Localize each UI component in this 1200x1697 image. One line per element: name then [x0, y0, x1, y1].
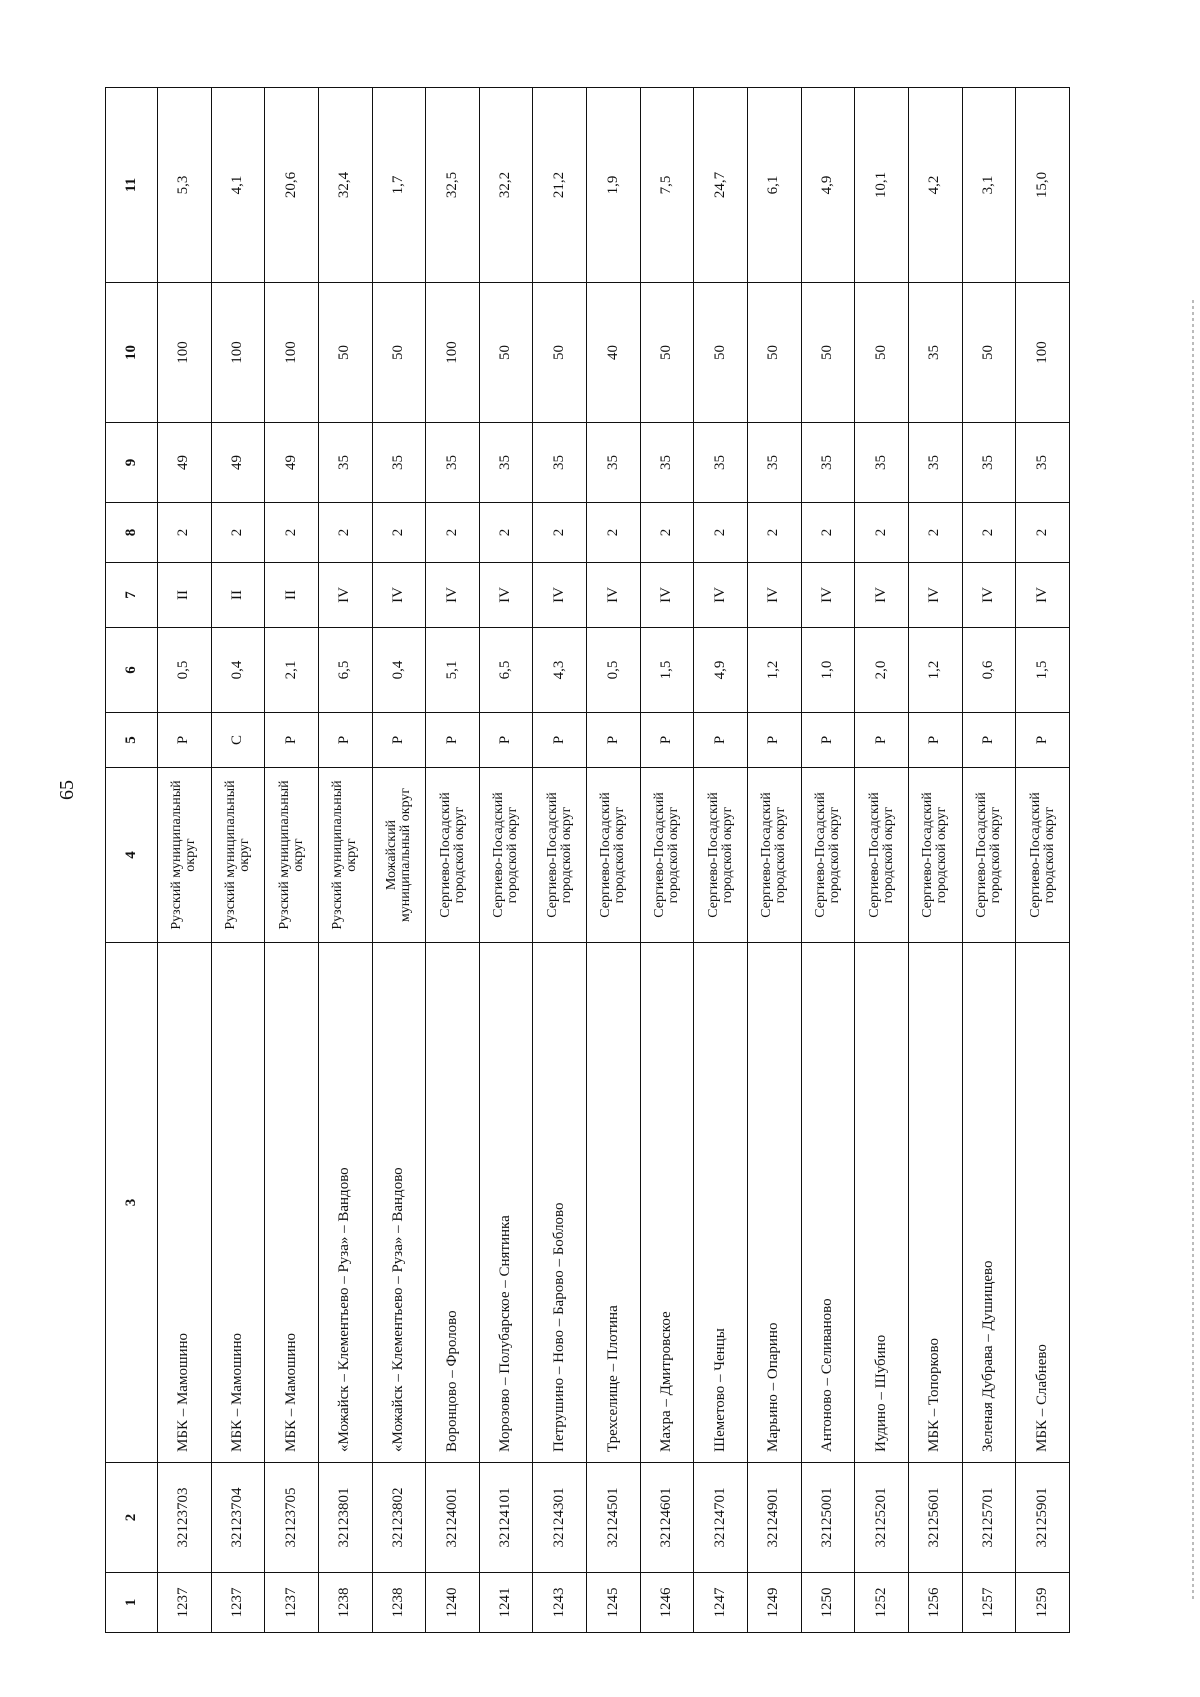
table-cell: МБК – Топорково — [908, 943, 962, 1463]
table-cell: 1256 — [908, 1573, 962, 1633]
table-cell: Рузский муниципальный округ — [211, 768, 265, 943]
table-cell: 1257 — [962, 1573, 1016, 1633]
table-cell: 1246 — [640, 1573, 694, 1633]
table-cell: Воронцово – Фролово — [426, 943, 480, 1463]
table-cell: 32124001 — [426, 1463, 480, 1573]
table-cell: 32125701 — [962, 1463, 1016, 1573]
column-header: 2 — [106, 1463, 158, 1573]
page-number: 65 — [56, 780, 78, 800]
table-cell: 35 — [855, 423, 909, 503]
table-cell: IV — [748, 563, 802, 628]
table-cell: 2 — [211, 503, 265, 563]
table-row — [1016, 88, 1070, 1633]
table-cell: 1,7 — [372, 88, 426, 283]
table-cell: 1,5 — [1016, 628, 1070, 713]
table-cell: 2 — [908, 503, 962, 563]
table-cell: IV — [908, 563, 962, 628]
table-cell: 1241 — [479, 1573, 533, 1633]
table-cell: 32123705 — [265, 1463, 319, 1573]
table-cell: Сергиево-Посадский городской округ — [855, 768, 909, 943]
table-cell: 0,4 — [372, 628, 426, 713]
table-cell: IV — [587, 563, 641, 628]
table-cell: 50 — [694, 283, 748, 423]
table-cell: Иудино – Шубино — [855, 943, 909, 1463]
table-cell: МБК – Слабнево — [1016, 943, 1070, 1463]
table-row — [962, 88, 1016, 1633]
table-cell: 100 — [265, 283, 319, 423]
table-cell: 50 — [962, 283, 1016, 423]
table-cell: Р — [479, 713, 533, 768]
table-cell: 35 — [962, 423, 1016, 503]
table-cell: 35 — [1016, 423, 1070, 503]
table-cell: Сергиево-Посадский городской округ — [479, 768, 533, 943]
table-cell: Сергиево-Посадский городской округ — [1016, 768, 1070, 943]
table-cell: 32,5 — [426, 88, 480, 283]
table-cell: 1,2 — [748, 628, 802, 713]
table-row — [801, 88, 855, 1633]
table-row — [158, 88, 212, 1633]
table-cell: 0,6 — [962, 628, 1016, 713]
table-cell: 1243 — [533, 1573, 587, 1633]
table-cell: Р — [587, 713, 641, 768]
table-cell: IV — [694, 563, 748, 628]
table-cell: 1249 — [748, 1573, 802, 1633]
table-cell: 2 — [372, 503, 426, 563]
table-cell: 6,5 — [479, 628, 533, 713]
table-cell: 2 — [587, 503, 641, 563]
table-cell: 1245 — [587, 1573, 641, 1633]
table-row — [908, 88, 962, 1633]
table-cell: 32,2 — [479, 88, 533, 283]
table-cell: 32124301 — [533, 1463, 587, 1573]
table-cell: 1238 — [318, 1573, 372, 1633]
table-cell: 35 — [640, 423, 694, 503]
table-cell: IV — [801, 563, 855, 628]
table-cell: 32125901 — [1016, 1463, 1070, 1573]
table-cell: IV — [855, 563, 909, 628]
table-cell: 50 — [640, 283, 694, 423]
table-cell: Рузский муниципальный округ — [265, 768, 319, 943]
column-header: 3 — [106, 943, 158, 1463]
table-cell: 5,1 — [426, 628, 480, 713]
table-cell: 32124501 — [587, 1463, 641, 1573]
table-cell: Петрушино – Ново – Барово – Боблово — [533, 943, 587, 1463]
rotated-table-container — [105, 88, 1070, 1633]
table-row — [587, 88, 641, 1633]
table-cell: Сергиево-Посадский городской округ — [533, 768, 587, 943]
column-header: 11 — [106, 88, 158, 283]
table-cell: Рузский муниципальный округ — [158, 768, 212, 943]
table-cell: 10,1 — [855, 88, 909, 283]
table-cell: Сергиево-Посадский городской округ — [694, 768, 748, 943]
table-row — [211, 88, 265, 1633]
table-cell: Р — [265, 713, 319, 768]
table-cell: Р — [801, 713, 855, 768]
table-cell: 32124601 — [640, 1463, 694, 1573]
table-row — [318, 88, 372, 1633]
table-cell: Сергиево-Посадский городской округ — [801, 768, 855, 943]
table-cell: Сергиево-Посадский городской округ — [748, 768, 802, 943]
road-registry-table — [105, 87, 1070, 1633]
table-cell: 2 — [533, 503, 587, 563]
table-header-row — [106, 88, 158, 1633]
table-cell: IV — [426, 563, 480, 628]
table-cell: Р — [640, 713, 694, 768]
table-cell: IV — [479, 563, 533, 628]
table-cell: 1,2 — [908, 628, 962, 713]
table-cell: 4,9 — [801, 88, 855, 283]
table-cell: 1259 — [1016, 1573, 1070, 1633]
table-cell: 2 — [318, 503, 372, 563]
table-cell: 24,7 — [694, 88, 748, 283]
table-cell: 1,5 — [640, 628, 694, 713]
column-header: 8 — [106, 503, 158, 563]
table-cell: 2 — [694, 503, 748, 563]
column-header: 4 — [106, 768, 158, 943]
table-cell: 35 — [318, 423, 372, 503]
table-cell: Сергиево-Посадский городской округ — [962, 768, 1016, 943]
table-cell: Трехселище – Плотина — [587, 943, 641, 1463]
table-row — [748, 88, 802, 1633]
table-cell: Р — [533, 713, 587, 768]
table-cell: Сергиево-Посадский городской округ — [640, 768, 694, 943]
table-cell: II — [158, 563, 212, 628]
table-cell: 35 — [587, 423, 641, 503]
table-cell: 2,0 — [855, 628, 909, 713]
table-cell: 4,3 — [533, 628, 587, 713]
table-cell: 32124901 — [748, 1463, 802, 1573]
table-cell: МБК – Мамошино — [158, 943, 212, 1463]
table-cell: 49 — [211, 423, 265, 503]
table-cell: 2 — [855, 503, 909, 563]
table-cell: 100 — [158, 283, 212, 423]
table-cell: 35 — [908, 283, 962, 423]
table-cell: Антоново – Селиваново — [801, 943, 855, 1463]
table-cell: IV — [533, 563, 587, 628]
table-cell: 100 — [426, 283, 480, 423]
table-cell: 15,0 — [1016, 88, 1070, 283]
table-cell: Р — [748, 713, 802, 768]
table-cell: 1252 — [855, 1573, 909, 1633]
table-cell: 50 — [318, 283, 372, 423]
table-cell: IV — [962, 563, 1016, 628]
table-cell: 50 — [748, 283, 802, 423]
table-cell: 35 — [748, 423, 802, 503]
table-cell: 40 — [587, 283, 641, 423]
table-cell: Морозово – Полубарское – Снятинка — [479, 943, 533, 1463]
table-cell: 35 — [426, 423, 480, 503]
table-cell: Р — [1016, 713, 1070, 768]
table-cell: IV — [318, 563, 372, 628]
table-cell: 5,3 — [158, 88, 212, 283]
table-cell: 2 — [426, 503, 480, 563]
table-cell: 1,0 — [801, 628, 855, 713]
table-cell: 32125601 — [908, 1463, 962, 1573]
table-cell: 32123801 — [318, 1463, 372, 1573]
table-cell: С — [211, 713, 265, 768]
table-cell: 1238 — [372, 1573, 426, 1633]
table-cell: 1237 — [211, 1573, 265, 1633]
table-cell: 4,2 — [908, 88, 962, 283]
column-header: 7 — [106, 563, 158, 628]
table-cell: 0,5 — [587, 628, 641, 713]
table-cell: 1237 — [158, 1573, 212, 1633]
table-cell: «Можайск – Клементьево – Руза» – Вандово — [372, 943, 426, 1463]
table-cell: 2 — [748, 503, 802, 563]
table-row — [855, 88, 909, 1633]
table-cell: 2 — [801, 503, 855, 563]
table-row — [426, 88, 480, 1633]
column-header: 1 — [106, 1573, 158, 1633]
table-cell: IV — [640, 563, 694, 628]
table-cell: 32123703 — [158, 1463, 212, 1573]
table-cell: 49 — [265, 423, 319, 503]
table-cell: 49 — [158, 423, 212, 503]
table-cell: Р — [962, 713, 1016, 768]
column-header: 5 — [106, 713, 158, 768]
table-cell: IV — [372, 563, 426, 628]
table-cell: 1247 — [694, 1573, 748, 1633]
table-cell: 32123802 — [372, 1463, 426, 1573]
table-cell: 2 — [479, 503, 533, 563]
table-cell: 1240 — [426, 1573, 480, 1633]
table-cell: 50 — [855, 283, 909, 423]
table-cell: 35 — [908, 423, 962, 503]
table-cell: Р — [694, 713, 748, 768]
table-cell: 32125001 — [801, 1463, 855, 1573]
table-cell: Можайский муниципальный округ — [372, 768, 426, 943]
table-cell: 20,6 — [265, 88, 319, 283]
table-row — [265, 88, 319, 1633]
table-cell: 21,2 — [533, 88, 587, 283]
table-row — [372, 88, 426, 1633]
table-cell: Сергиево-Посадский городской округ — [908, 768, 962, 943]
table-cell: 35 — [372, 423, 426, 503]
table-cell: 4,9 — [694, 628, 748, 713]
table-cell: 4,1 — [211, 88, 265, 283]
table-cell: Сергиево-Посадский городской округ — [426, 768, 480, 943]
table-cell: Рузский муниципальный округ — [318, 768, 372, 943]
table-cell: 32125201 — [855, 1463, 909, 1573]
table-cell: Махра – Дмитровское — [640, 943, 694, 1463]
table-row — [533, 88, 587, 1633]
table-cell: 1250 — [801, 1573, 855, 1633]
table-cell: 35 — [694, 423, 748, 503]
table-cell: 35 — [801, 423, 855, 503]
table-cell: 32124701 — [694, 1463, 748, 1573]
table-row — [640, 88, 694, 1633]
table-cell: 50 — [801, 283, 855, 423]
table-cell: Марьино – Опарино — [748, 943, 802, 1463]
table-cell: 2 — [640, 503, 694, 563]
table-cell: 2 — [158, 503, 212, 563]
table-cell: 50 — [533, 283, 587, 423]
table-cell: Р — [372, 713, 426, 768]
table-cell: 32124101 — [479, 1463, 533, 1573]
table-cell: МБК – Мамошино — [265, 943, 319, 1463]
table-row — [694, 88, 748, 1633]
table-cell: 2,1 — [265, 628, 319, 713]
table-cell: IV — [1016, 563, 1070, 628]
table-cell: 6,1 — [748, 88, 802, 283]
table-cell: Сергиево-Посадский городской округ — [587, 768, 641, 943]
table-cell: Шеметово – Ченцы — [694, 943, 748, 1463]
table-cell: Р — [908, 713, 962, 768]
table-cell: Р — [318, 713, 372, 768]
table-cell: Р — [158, 713, 212, 768]
table-cell: 6,5 — [318, 628, 372, 713]
table-cell: 2 — [265, 503, 319, 563]
table-cell: 2 — [1016, 503, 1070, 563]
table-row — [479, 88, 533, 1633]
table-cell: 3,1 — [962, 88, 1016, 283]
table-cell: 7,5 — [640, 88, 694, 283]
column-header: 10 — [106, 283, 158, 423]
table-cell: Р — [855, 713, 909, 768]
table-cell: 1237 — [265, 1573, 319, 1633]
table-cell: Зеленая Дубрава – Душищево — [962, 943, 1016, 1463]
table-cell: «Можайск – Клементьево – Руза» – Вандово — [318, 943, 372, 1463]
scan-edge-artifact — [1192, 300, 1194, 1600]
table-cell: 32,4 — [318, 88, 372, 283]
table-cell: 0,5 — [158, 628, 212, 713]
table-cell: 32123704 — [211, 1463, 265, 1573]
table-cell: МБК – Мамошино — [211, 943, 265, 1463]
table-cell: 1,9 — [587, 88, 641, 283]
table-cell: 50 — [372, 283, 426, 423]
table-cell: II — [265, 563, 319, 628]
column-header: 6 — [106, 628, 158, 713]
table-cell: 50 — [479, 283, 533, 423]
table-cell: 35 — [533, 423, 587, 503]
table-cell: 35 — [479, 423, 533, 503]
column-header: 9 — [106, 423, 158, 503]
table-cell: 100 — [211, 283, 265, 423]
table-cell: Р — [426, 713, 480, 768]
table-cell: 2 — [962, 503, 1016, 563]
table-cell: 0,4 — [211, 628, 265, 713]
table-cell: II — [211, 563, 265, 628]
table-cell: 100 — [1016, 283, 1070, 423]
